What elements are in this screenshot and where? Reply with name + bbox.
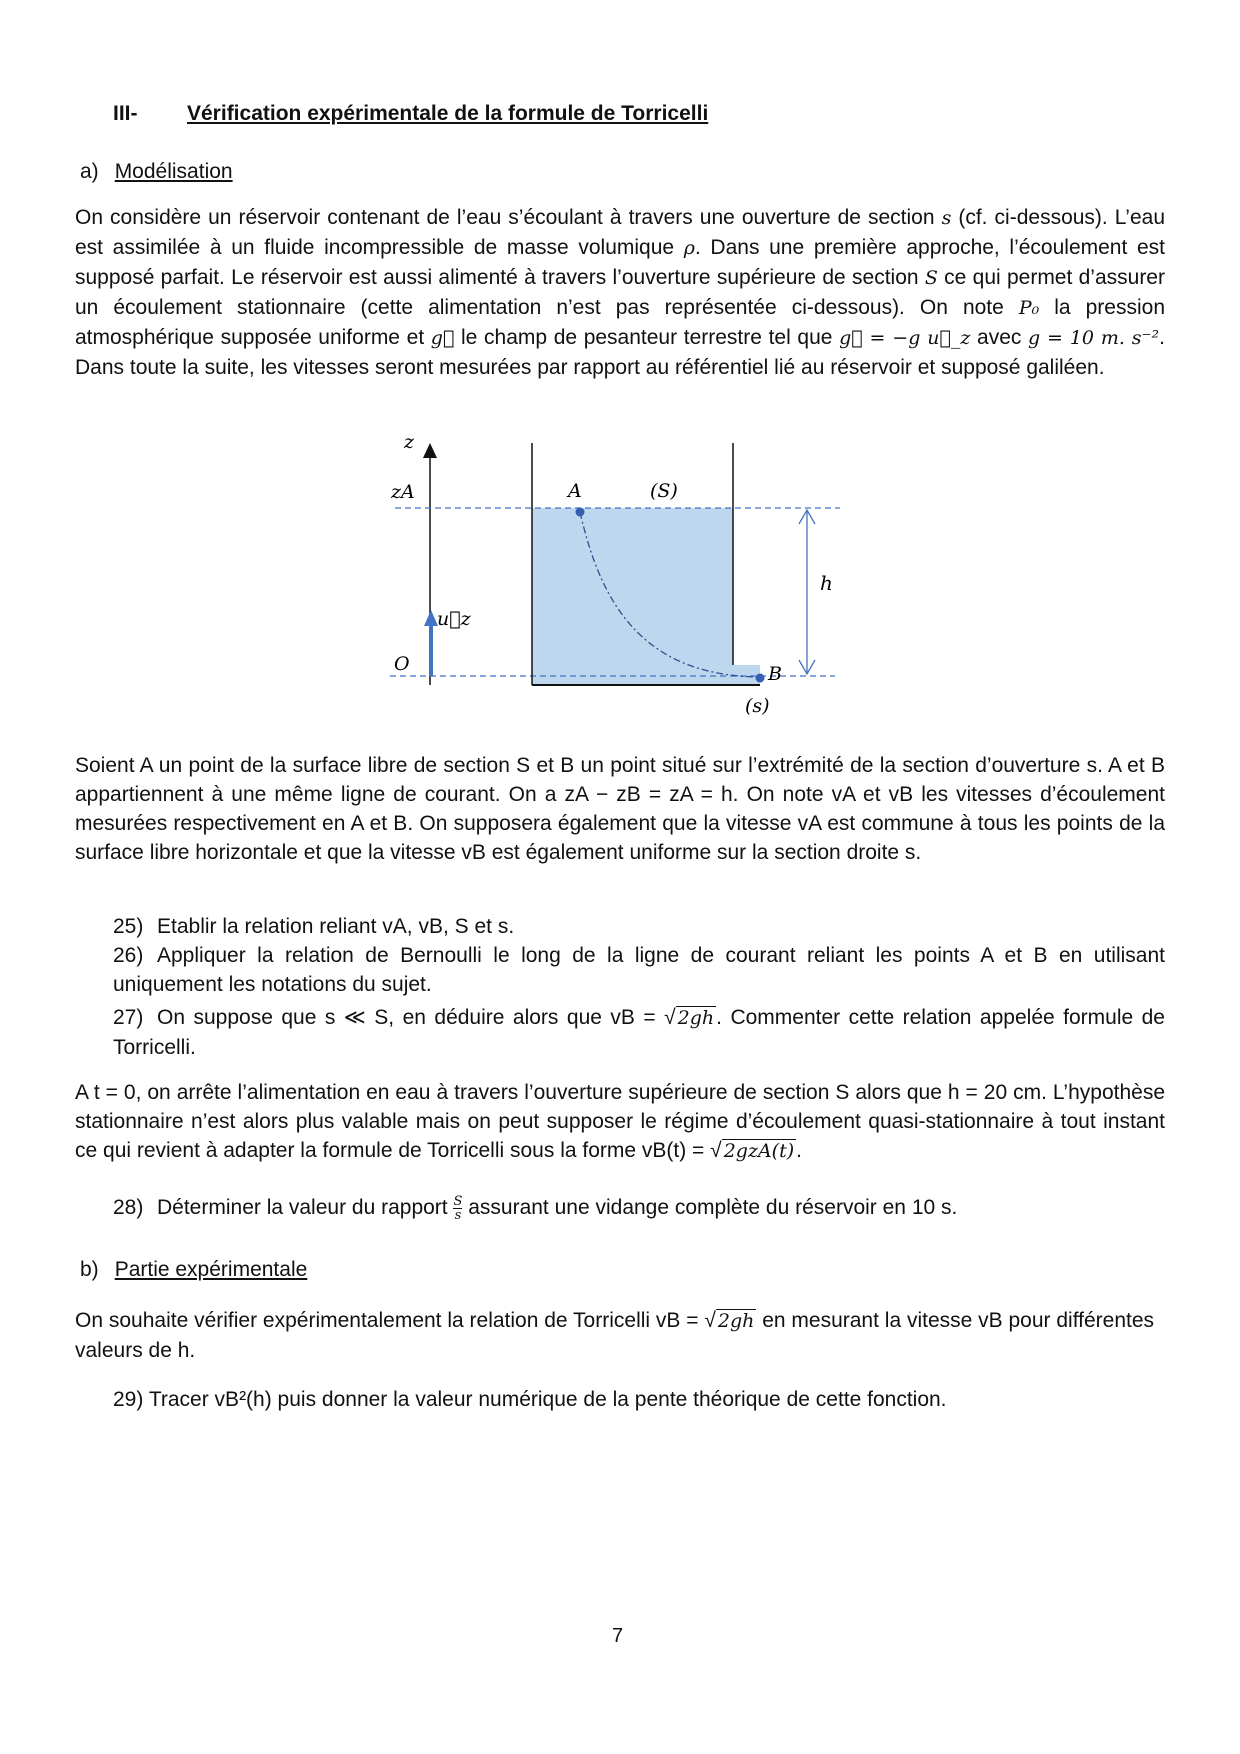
math: ρ: [683, 237, 695, 259]
math: g⃗ = −g u⃗_z: [839, 327, 971, 349]
math: s: [941, 207, 952, 229]
text: .: [796, 1139, 802, 1162]
question-text: Tracer vB²(h) puis donner la valeur numérique de la pente théorique de cette fonction.: [148, 1388, 947, 1411]
label-h: h: [820, 571, 833, 595]
math: P₀: [1018, 297, 1040, 319]
part-a-heading: [80, 160, 233, 184]
paragraph-quasi-stationary: A t = 0, on arrête l’alimentation en eau à travers l’ouverture supérieure de section S alors que h = 20 cm. L’hypothèse stationnaire n’est alors plus valable mais on peut supposer le régime d’écoulement quasi-stationnaire à tout instant ce qui revient à adapter la formule de Torricelli sous la forme vB(t) = √ 2gzA(t).: [75, 1081, 1165, 1162]
text: On souhaite vérifier expérimentalement la relation de Torricelli vB =: [75, 1309, 705, 1332]
label-s: (s): [745, 695, 770, 717]
question-27: 27) On suppose que s ≪ S, en déduire alors que vB = √ 2gh. Commenter cette relation appelée formule de Torricelli.: [113, 1003, 1165, 1062]
question-number: 27): [113, 1006, 144, 1029]
page-number: 7: [612, 1625, 624, 1647]
sqrt-expression: 2gh: [717, 1310, 755, 1332]
text: . Dans une première approche, l’écoulement est supposé parfait. Le réservoir est aussi alimenté à travers l’ouverture supérieure de section: [75, 236, 1165, 289]
text: (cf. ci-dessous). L’eau est assimilée à un fluide incompressible de masse volumique: [75, 206, 1166, 259]
math: S: [924, 267, 938, 289]
sqrt-expression: 2gh: [677, 1007, 715, 1029]
text: le champ de pesanteur terrestre tel que: [454, 326, 840, 349]
label-A: A: [568, 480, 582, 502]
part-b-label: b): [80, 1258, 99, 1281]
uz-arrow-icon: [424, 610, 438, 626]
question-number: 28): [113, 1196, 144, 1219]
label-zA: zA: [391, 481, 415, 503]
label-z: z: [404, 431, 415, 453]
fraction-denominator: s: [454, 1207, 462, 1223]
water: [532, 508, 733, 685]
label-S: (S): [650, 480, 678, 502]
intro-paragraph: [75, 203, 1165, 382]
part-b-title: Partie expérimentale: [114, 1258, 308, 1281]
question-29: [113, 1385, 1165, 1414]
question-number: 26): [113, 944, 144, 967]
label-B: B: [768, 663, 782, 685]
outlet-water: [733, 665, 760, 685]
question-26: [113, 941, 1165, 999]
question-text: Appliquer la relation de Bernoulli le long de la ligne de courant reliant les points A et B en utilisant uniquement les notations du sujet.: [113, 944, 1165, 996]
text: On considère un réservoir contenant de l’eau s’écoulant à travers une ouverture de section: [75, 206, 942, 229]
paragraph-experimental: On souhaite vérifier expérimentalement la relation de Torricelli vB = √ 2gh en mesurant la vitesse vB pour différentes valeurs de h.: [75, 1309, 1155, 1362]
text: ce qui permet d’assurer un écoulement stationnaire (cette alimentation n’est pas représentée ci-dessous). On note: [75, 266, 1165, 319]
question-number: 25): [113, 915, 144, 938]
question-number: 29): [113, 1388, 144, 1411]
fraction-numerator: S: [453, 1193, 463, 1209]
point-A: [576, 508, 585, 517]
label-uz: u⃗z: [437, 608, 471, 630]
reservoir-diagram: [380, 425, 860, 725]
part-a-title: Modélisation: [114, 160, 233, 183]
question-25: [113, 912, 1165, 941]
part-a-label: a): [80, 160, 99, 183]
text: avec: [970, 326, 1029, 349]
text: A t = 0, on arrête l’alimentation en eau à travers l’ouverture supérieure de section S alors que h = 20 cm. L’hypothèse stationnaire n’est alors plus valable mais on peut supposer le régime d’écoulement quasi-stationnaire à tout instant ce qui revient à adapter la formule de Torricelli sous la forme vB(t) =: [75, 1081, 1165, 1162]
text: en mesurant la vitesse vB pour différentes valeurs de h.: [75, 1309, 1155, 1362]
section-title: Vérification expérimentale de la formule de Torricelli: [187, 102, 709, 125]
question-text: . Commenter cette relation appelée formule de Torricelli.: [113, 1006, 1165, 1059]
label-O: O: [394, 653, 410, 675]
part-b-heading: [80, 1258, 307, 1282]
section-heading: [113, 102, 709, 126]
math: g⃗: [430, 327, 455, 349]
z-axis-arrow-icon: [423, 443, 437, 458]
paragraph-definitions: Soient A un point de la surface libre de section S et B un point situé sur l’extrémité de la section d’ouverture s. A et B appartiennent à une même ligne de courant. On a zA − zB = zA = h. On note vA et vB les vitesses d’écoulement mesurées respectivement en A et B. On supposera également que la vitesse vA est commune à tous les points de la surface libre horizontale et que la vitesse vB est également uniforme sur la section droite s.: [75, 754, 1165, 864]
point-B: [756, 674, 765, 683]
question-text: Etablir la relation reliant vA, vB, S et s.: [157, 915, 515, 938]
sqrt-expression: 2gzA(t): [723, 1140, 795, 1162]
math: g = 10 m. s⁻²: [1028, 327, 1160, 349]
question-text: Déterminer la valeur du rapport: [157, 1196, 454, 1219]
text: la pression atmosphérique supposée uniforme et: [75, 296, 1166, 349]
section-number: III-: [113, 102, 138, 125]
question-text: assurant une vidange complète du réservoir en 10 s.: [462, 1196, 958, 1219]
question-28: [113, 1193, 1165, 1222]
question-text: On suppose que s ≪ S, en déduire alors que vB =: [157, 1006, 665, 1029]
text: . Dans toute la suite, les vitesses seront mesurées par rapport au référentiel lié au réservoir et supposé galiléen.: [75, 326, 1165, 379]
